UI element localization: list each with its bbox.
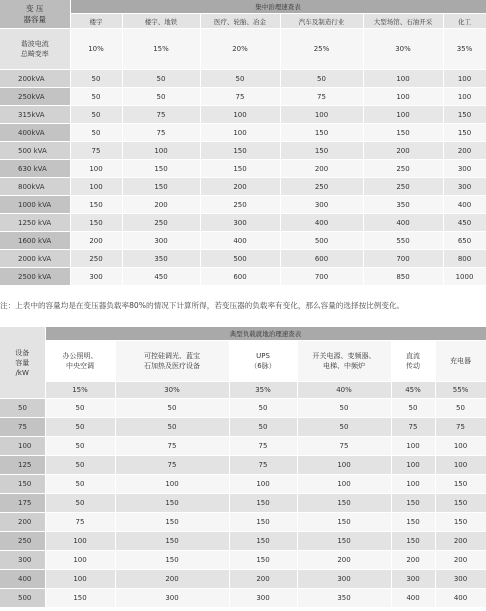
table-row <box>0 532 486 551</box>
table-row <box>0 106 486 124</box>
table-row <box>0 214 486 232</box>
value-cell: 150 <box>70 214 122 232</box>
value-cell: 250 <box>122 214 200 232</box>
value-cell: 100 <box>435 437 486 456</box>
thd-ratio: 15% <box>122 29 200 70</box>
value-cell: 100 <box>391 475 435 494</box>
value-cell: 150 <box>435 475 486 494</box>
value-cell: 400 <box>363 214 443 232</box>
value-cell: 75 <box>229 456 297 475</box>
load-type-header <box>115 341 229 382</box>
value-cell: 50 <box>70 124 122 142</box>
value-cell: 50 <box>229 418 297 437</box>
value-cell: 450 <box>443 214 486 232</box>
value-cell: 250 <box>200 196 280 214</box>
value-cell: 100 <box>435 456 486 475</box>
value-cell: 75 <box>229 437 297 456</box>
load-type-header <box>391 341 435 382</box>
value-cell: 200 <box>229 570 297 589</box>
value-cell: 150 <box>122 160 200 178</box>
value-cell: 75 <box>280 88 363 106</box>
value-cell: 150 <box>297 513 391 532</box>
value-cell: 100 <box>280 106 363 124</box>
value-cell: 150 <box>229 494 297 513</box>
transformer-capacity-header <box>0 0 70 29</box>
load-line1: 可控硅调光、蓝宝 <box>144 352 200 360</box>
value-cell: 250 <box>70 250 122 268</box>
load-type-header <box>229 341 297 382</box>
industry-header: 楼宇、地铁 <box>122 14 200 29</box>
value-cell: 150 <box>229 532 297 551</box>
value-cell: 50 <box>45 399 115 418</box>
value-cell: 250 <box>280 178 363 196</box>
industry-header: 汽车及制造行业 <box>280 14 363 29</box>
table-row <box>0 160 486 178</box>
capacity-cell: 75 <box>0 418 45 437</box>
value-cell: 100 <box>45 570 115 589</box>
value-cell: 150 <box>70 196 122 214</box>
value-cell: 100 <box>45 551 115 570</box>
load-thd-ratio: 15% <box>45 382 115 399</box>
thd-ratio: 30% <box>363 29 443 70</box>
capacity-cell: 150 <box>0 475 45 494</box>
value-cell: 350 <box>122 250 200 268</box>
value-cell: 100 <box>70 178 122 196</box>
value-cell: 350 <box>363 196 443 214</box>
value-cell: 300 <box>443 178 486 196</box>
capacity-cell: 300 <box>0 551 45 570</box>
value-cell: 300 <box>297 570 391 589</box>
thd-ratio: 20% <box>200 29 280 70</box>
value-cell: 200 <box>435 532 486 551</box>
table-row <box>0 178 486 196</box>
value-cell: 400 <box>391 589 435 608</box>
value-cell: 50 <box>115 418 229 437</box>
load-treatment-table <box>0 327 486 608</box>
value-cell: 200 <box>363 142 443 160</box>
value-cell: 150 <box>45 589 115 608</box>
industry-header: 化工 <box>443 14 486 29</box>
table-row <box>0 268 486 286</box>
value-cell: 50 <box>297 399 391 418</box>
value-cell: 200 <box>280 160 363 178</box>
value-cell: 150 <box>391 513 435 532</box>
value-cell: 300 <box>70 268 122 286</box>
value-cell: 150 <box>363 124 443 142</box>
value-cell: 150 <box>391 494 435 513</box>
industry-header: 大型场馆、石油开采 <box>363 14 443 29</box>
value-cell: 50 <box>45 456 115 475</box>
value-cell: 400 <box>200 232 280 250</box>
value-cell: 100 <box>363 88 443 106</box>
load-table-body <box>0 399 486 608</box>
value-cell: 250 <box>363 178 443 196</box>
capacity-cell: 400kVA <box>0 124 70 142</box>
value-cell: 100 <box>297 475 391 494</box>
value-cell: 800 <box>443 250 486 268</box>
value-cell: 50 <box>70 88 122 106</box>
capacity-cell: 400 <box>0 570 45 589</box>
value-cell: 200 <box>70 232 122 250</box>
value-cell: 250 <box>363 160 443 178</box>
table-row <box>0 142 486 160</box>
load-line2: （6脉） <box>250 362 276 370</box>
value-cell: 150 <box>297 494 391 513</box>
thd-ratio: 25% <box>280 29 363 70</box>
capacity-cell: 1250 kVA <box>0 214 70 232</box>
value-cell: 100 <box>70 160 122 178</box>
value-cell: 75 <box>435 418 486 437</box>
value-cell: 200 <box>122 196 200 214</box>
value-cell: 400 <box>435 589 486 608</box>
industry-header: 楼宇 <box>70 14 122 29</box>
footnote: 注：上表中的容量均是在变压器负载率80%的情况下计算所得，若变压器的负载率有变化，那么容量的选择按比例变化。 <box>0 301 405 310</box>
value-cell: 300 <box>435 570 486 589</box>
load-line2: 电梯、中频炉 <box>323 362 365 370</box>
value-cell: 150 <box>229 551 297 570</box>
value-cell: 150 <box>297 532 391 551</box>
value-cell: 75 <box>45 513 115 532</box>
value-cell: 100 <box>443 70 486 88</box>
value-cell: 100 <box>229 475 297 494</box>
load-line2: 石加热及医疗设备 <box>144 362 200 370</box>
load-line1: 办公照明、 <box>62 352 98 360</box>
value-cell: 100 <box>200 106 280 124</box>
capacity-cell: 200kVA <box>0 70 70 88</box>
value-cell: 50 <box>45 494 115 513</box>
value-cell: 100 <box>363 70 443 88</box>
table-row <box>0 232 486 250</box>
value-cell: 700 <box>280 268 363 286</box>
value-cell: 150 <box>280 124 363 142</box>
load-line1: UPS <box>256 352 270 360</box>
value-cell: 150 <box>443 124 486 142</box>
local-treatment-title: 典型负载就地治理速查表 <box>45 327 486 341</box>
value-cell: 150 <box>435 494 486 513</box>
value-cell: 75 <box>391 418 435 437</box>
value-cell: 200 <box>297 551 391 570</box>
load-thd-ratio: 55% <box>435 382 486 399</box>
load-line2: 中央空调 <box>66 362 94 370</box>
capacity-cell: 200 <box>0 513 45 532</box>
value-cell: 75 <box>115 437 229 456</box>
value-cell: 150 <box>115 513 229 532</box>
value-cell: 600 <box>280 250 363 268</box>
load-thd-ratio: 45% <box>391 382 435 399</box>
value-cell: 50 <box>391 399 435 418</box>
load-thd-ratio: 35% <box>229 382 297 399</box>
table-row <box>0 250 486 268</box>
value-cell: 100 <box>391 437 435 456</box>
value-cell: 650 <box>443 232 486 250</box>
value-cell: 50 <box>200 70 280 88</box>
value-cell: 400 <box>443 196 486 214</box>
table-row <box>0 589 486 608</box>
value-cell: 200 <box>200 178 280 196</box>
table-row <box>0 570 486 589</box>
value-cell: 350 <box>297 589 391 608</box>
cap-label-line2: 容量 <box>15 358 30 367</box>
capacity-cell: 1600 kVA <box>0 232 70 250</box>
capacity-cell: 800kVA <box>0 178 70 196</box>
value-cell: 50 <box>280 70 363 88</box>
load-thd-ratio: 40% <box>297 382 391 399</box>
capacity-cell: 125 <box>0 456 45 475</box>
value-cell: 300 <box>391 570 435 589</box>
capacity-cell: 2000 kVA <box>0 250 70 268</box>
value-cell: 150 <box>200 142 280 160</box>
value-cell: 150 <box>443 106 486 124</box>
value-cell: 100 <box>122 142 200 160</box>
value-cell: 300 <box>443 160 486 178</box>
load-thd-ratio: 30% <box>115 382 229 399</box>
table-row <box>0 418 486 437</box>
value-cell: 200 <box>443 142 486 160</box>
value-cell: 150 <box>280 142 363 160</box>
table-row <box>0 494 486 513</box>
value-cell: 200 <box>391 551 435 570</box>
value-cell: 100 <box>391 456 435 475</box>
value-cell: 300 <box>280 196 363 214</box>
value-cell: 150 <box>115 494 229 513</box>
value-cell: 300 <box>122 232 200 250</box>
load-line2: 传动 <box>406 362 420 370</box>
transformer-table-body <box>0 70 486 286</box>
transformer-capacity-table <box>0 0 486 286</box>
value-cell: 100 <box>363 106 443 124</box>
value-cell: 50 <box>122 88 200 106</box>
capacity-cell: 175 <box>0 494 45 513</box>
value-cell: 100 <box>200 124 280 142</box>
table-row <box>0 88 486 106</box>
value-cell: 150 <box>115 532 229 551</box>
cap-label-line1: 设备 <box>15 348 30 357</box>
table-row <box>0 551 486 570</box>
capacity-cell: 630 kVA <box>0 160 70 178</box>
table-row <box>0 456 486 475</box>
value-cell: 75 <box>122 106 200 124</box>
value-cell: 100 <box>297 456 391 475</box>
table-row <box>0 124 486 142</box>
value-cell: 75 <box>122 124 200 142</box>
table-row <box>0 513 486 532</box>
value-cell: 150 <box>435 513 486 532</box>
thd-label-line2: 总畸变率 <box>20 50 49 58</box>
capacity-cell: 250 <box>0 532 45 551</box>
value-cell: 400 <box>280 214 363 232</box>
table-row <box>0 399 486 418</box>
value-cell: 450 <box>122 268 200 286</box>
load-type-header <box>45 341 115 382</box>
value-cell: 500 <box>280 232 363 250</box>
value-cell: 50 <box>122 70 200 88</box>
value-cell: 200 <box>115 570 229 589</box>
value-cell: 100 <box>45 532 115 551</box>
rowhead-line2: 器容量 <box>23 15 46 24</box>
load-line1: 直流 <box>406 352 420 360</box>
value-cell: 550 <box>363 232 443 250</box>
value-cell: 50 <box>435 399 486 418</box>
rowhead-line1: 变 压 <box>26 4 44 13</box>
value-cell: 700 <box>363 250 443 268</box>
value-cell: 50 <box>115 399 229 418</box>
value-cell: 100 <box>115 475 229 494</box>
value-cell: 50 <box>297 418 391 437</box>
load-type-header <box>297 341 391 382</box>
value-cell: 150 <box>229 513 297 532</box>
load-line1: 开关电源、变频器、 <box>312 352 376 360</box>
value-cell: 150 <box>115 551 229 570</box>
value-cell: 75 <box>115 456 229 475</box>
thd-ratio: 10% <box>70 29 122 70</box>
cap-label-line3: /kW <box>15 368 29 377</box>
value-cell: 150 <box>122 178 200 196</box>
value-cell: 1000 <box>443 268 486 286</box>
capacity-cell: 250kVA <box>0 88 70 106</box>
value-cell: 75 <box>200 88 280 106</box>
industry-header: 医疗、轮胎、冶金 <box>200 14 280 29</box>
capacity-cell: 50 <box>0 399 45 418</box>
capacity-cell: 500 <box>0 589 45 608</box>
value-cell: 600 <box>200 268 280 286</box>
capacity-cell: 100 <box>0 437 45 456</box>
thd-label-line1: 谐波电流 <box>20 40 49 48</box>
capacity-cell: 1000 kVA <box>0 196 70 214</box>
value-cell: 50 <box>70 70 122 88</box>
equipment-capacity-header <box>0 327 45 399</box>
centralized-treatment-title: 集中治理速查表 <box>70 0 486 14</box>
load-type-header <box>435 341 486 382</box>
thd-label <box>0 29 70 70</box>
table-row <box>0 70 486 88</box>
value-cell: 850 <box>363 268 443 286</box>
table-row <box>0 196 486 214</box>
capacity-cell: 2500 kVA <box>0 268 70 286</box>
value-cell: 50 <box>45 437 115 456</box>
value-cell: 50 <box>45 475 115 494</box>
value-cell: 50 <box>229 399 297 418</box>
capacity-cell: 500 kVA <box>0 142 70 160</box>
value-cell: 75 <box>70 142 122 160</box>
load-line1: 充电器 <box>450 357 472 365</box>
value-cell: 300 <box>115 589 229 608</box>
value-cell: 75 <box>297 437 391 456</box>
value-cell: 300 <box>200 214 280 232</box>
value-cell: 150 <box>391 532 435 551</box>
value-cell: 300 <box>229 589 297 608</box>
value-cell: 50 <box>45 418 115 437</box>
value-cell: 200 <box>435 551 486 570</box>
table-row <box>0 475 486 494</box>
capacity-cell: 315kVA <box>0 106 70 124</box>
value-cell: 150 <box>200 160 280 178</box>
value-cell: 100 <box>443 88 486 106</box>
thd-ratio: 35% <box>443 29 486 70</box>
value-cell: 500 <box>200 250 280 268</box>
value-cell: 50 <box>70 106 122 124</box>
table-row <box>0 437 486 456</box>
